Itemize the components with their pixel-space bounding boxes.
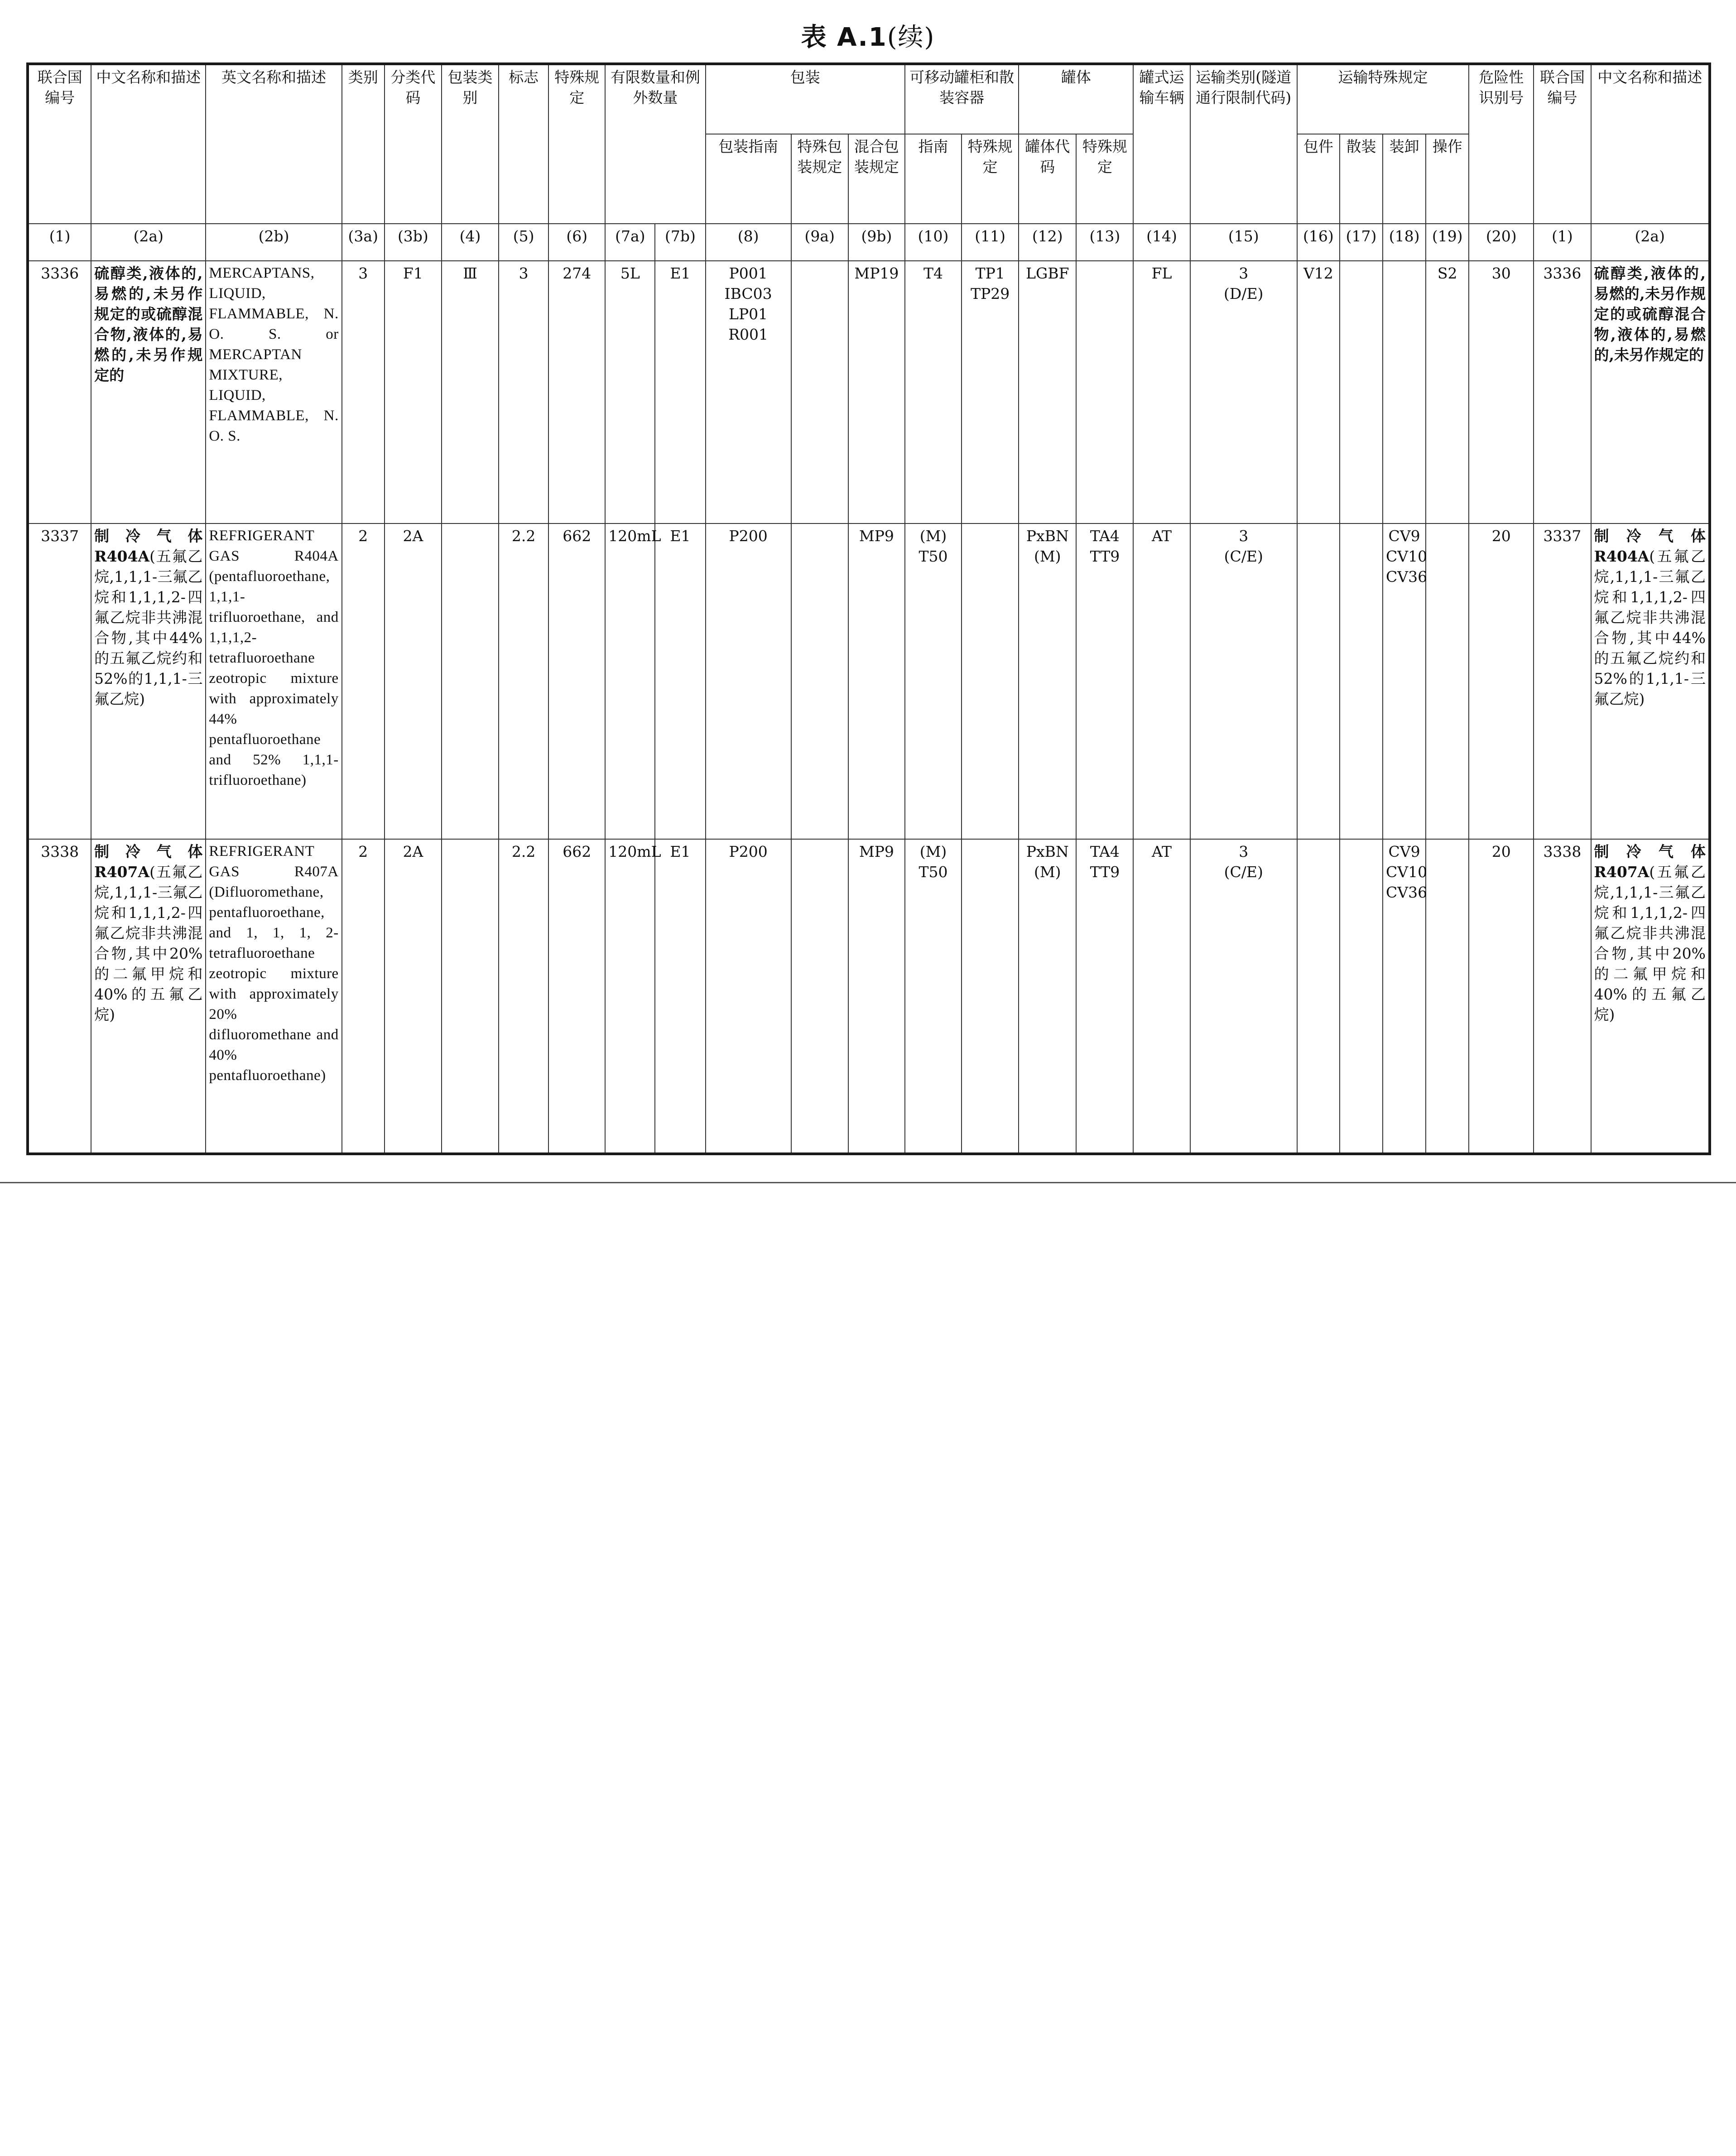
cell-chinese-name — [91, 261, 206, 523]
cell-c5: 3 — [499, 261, 548, 523]
column-index: (6) — [548, 224, 605, 261]
header-tanks: 罐体 — [1019, 64, 1133, 134]
column-index-row — [28, 224, 1710, 261]
cell-c16 — [1297, 523, 1340, 840]
name-description-part: (五氟乙烷,1,1,1-三氟乙烷和1,1,1,2-四氟乙烷非共沸混合物,其中20%的二氟甲烷和40%的五氟乙烷) — [1594, 863, 1706, 1024]
header-un-number-right: 联合国编号 — [1534, 64, 1591, 224]
column-index: (19) — [1426, 224, 1469, 261]
header-tank-vehicle: 罐式运输车辆 — [1133, 64, 1190, 224]
cell-c3a: 3 — [342, 261, 385, 523]
header-packing-group: 包装类别 — [442, 64, 499, 224]
cell-c12: PxBN (M) — [1019, 523, 1076, 840]
cell-c17 — [1340, 261, 1383, 523]
cell-c3a: 2 — [342, 523, 385, 840]
cell-en: REFRIGERANT GAS R407A (Difluoromethane, pentafluoroethane, and 1, 1, 1, 2-tetrafluoroethane zeotropic mixture with approximately 20% difluoromethane and 40% pentafluoroethane) — [206, 839, 341, 1154]
cell-c7b: E1 — [655, 261, 705, 523]
column-index: (2b) — [206, 224, 341, 261]
cell-c9b: MP9 — [848, 523, 905, 840]
header-chinese-name-right: 中文名称和描述 — [1591, 64, 1710, 224]
header-special-packing: 特殊包装规定 — [791, 134, 848, 224]
name-description-part: (五氟乙烷,1,1,1-三氟乙烷和1,1,1,2-四氟乙烷非共沸混合物,其中20%的二氟甲烷和40%的五氟乙烷) — [94, 863, 203, 1024]
cell-c19: S2 — [1426, 261, 1469, 523]
column-index: (17) — [1340, 224, 1383, 261]
cell-c6: 662 — [548, 523, 605, 840]
column-index: (15) — [1190, 224, 1297, 261]
cell-c8: P200 — [706, 839, 791, 1154]
name-bold-part: 制冷气体 R404A — [1594, 527, 1706, 565]
column-index: (18) — [1383, 224, 1426, 261]
cell-c13 — [1076, 261, 1133, 523]
column-index: (8) — [706, 224, 791, 261]
cell-c7a: 120mL — [605, 839, 655, 1154]
column-index: (12) — [1019, 224, 1076, 261]
cell-c11: TP1 TP29 — [962, 261, 1019, 523]
header-loading: 装卸 — [1383, 134, 1426, 224]
column-index: (10) — [905, 224, 962, 261]
header-portable-tanks: 可移动罐柜和散装容器 — [905, 64, 1019, 134]
column-index: (9b) — [848, 224, 905, 261]
column-index: (1) — [28, 224, 91, 261]
header-tank-code: 罐体代码 — [1019, 134, 1076, 224]
cell-c12: PxBN (M) — [1019, 839, 1076, 1154]
cell-c14: FL — [1133, 261, 1190, 523]
header-operation: 操作 — [1426, 134, 1469, 224]
cell-en: MERCAPTANS, LIQUID, FLAMMABLE, N. O. S. or MERCAPTAN MIXTURE, LIQUID, FLAMMABLE, N. O. S. — [206, 261, 341, 523]
cell-c3b: 2A — [385, 523, 442, 840]
cell-c15: 3 (C/E) — [1190, 839, 1297, 1154]
cell-c14: AT — [1133, 523, 1190, 840]
cell-c16 — [1297, 839, 1340, 1154]
cell-un_r: 3337 — [1534, 523, 1591, 840]
cell-chinese-name — [91, 839, 206, 1154]
column-index: (9a) — [791, 224, 848, 261]
caption-continued: (续) — [887, 23, 935, 52]
cell-c17 — [1340, 839, 1383, 1154]
table-body — [28, 261, 1710, 1154]
cell-c20: 20 — [1469, 839, 1534, 1154]
column-index: (20) — [1469, 224, 1534, 261]
cell-c9a — [791, 839, 848, 1154]
cell-chinese-name-right — [1591, 261, 1710, 523]
column-index: (7b) — [655, 224, 705, 261]
cell-c9b: MP19 — [848, 261, 905, 523]
header-limited-quantities: 有限数量和例外数量 — [605, 64, 705, 224]
cell-c11 — [962, 839, 1019, 1154]
cell-c15: 3 (C/E) — [1190, 523, 1297, 840]
cell-c8: P001 IBC03 LP01 R001 — [706, 261, 791, 523]
cell-c3b: 2A — [385, 839, 442, 1154]
cell-c20: 30 — [1469, 261, 1534, 523]
cell-c5: 2.2 — [499, 839, 548, 1154]
header-classification-code: 分类代码 — [385, 64, 442, 224]
cell-un: 3336 — [28, 261, 91, 523]
cell-c3b: F1 — [385, 261, 442, 523]
cell-c19 — [1426, 839, 1469, 1154]
cell-un_r: 3338 — [1534, 839, 1591, 1154]
cell-c6: 274 — [548, 261, 605, 523]
cell-c7a: 120mL — [605, 523, 655, 840]
column-index: (11) — [962, 224, 1019, 261]
header-labels: 标志 — [499, 64, 548, 224]
cell-c7b: E1 — [655, 523, 705, 840]
cell-c14: AT — [1133, 839, 1190, 1154]
name-description-part: (五氟乙烷,1,1,1-三氟乙烷和1,1,1,2-四氟乙烷非共沸混合物,其中44%的五氟乙烷约和52%的1,1,1-三氟乙烷) — [1594, 547, 1706, 708]
cell-c7b: E1 — [655, 839, 705, 1154]
cell-en: REFRIGERANT GAS R404A (pentafluoroethane, 1,1,1-trifluoroethane, and 1,1,1,2-tetrafluoroethane zeotropic mixture with approximately 44% pentafluoroethane and 52% 1,1,1-trifluoroethane) — [206, 523, 341, 840]
cell-c10: (M) T50 — [905, 839, 962, 1154]
header-chinese-name: 中文名称和描述 — [91, 64, 206, 224]
cell-c10: T4 — [905, 261, 962, 523]
cell-c3a: 2 — [342, 839, 385, 1154]
cell-c19 — [1426, 523, 1469, 840]
name-bold-part: 硫醇类,液体的,易燃的,未另作规定的或硫醇混合物,液体的,易燃的,未另作规定的 — [94, 264, 203, 384]
cell-c15: 3 (D/E) — [1190, 261, 1297, 523]
header-special-provisions-carriage: 运输特殊规定 — [1297, 64, 1469, 134]
name-bold-part: 制冷气体 R407A — [94, 843, 203, 881]
header-transport-category: 运输类别(隧道通行限制代码) — [1190, 64, 1297, 224]
cell-c13: TA4 TT9 — [1076, 839, 1133, 1154]
header-un-number: 联合国编号 — [28, 64, 91, 224]
header-hazard-id: 危险性识别号 — [1469, 64, 1534, 224]
cell-c18: CV9 CV10 CV36 — [1383, 839, 1426, 1154]
header-packaging-group: 包装 — [706, 64, 905, 134]
column-index: (2a) — [1591, 224, 1710, 261]
column-index: (5) — [499, 224, 548, 261]
cell-c9a — [791, 261, 848, 523]
header-packages: 包件 — [1297, 134, 1340, 224]
cell-c6: 662 — [548, 839, 605, 1154]
column-index: (16) — [1297, 224, 1340, 261]
cell-c18: CV9 CV10 CV36 — [1383, 523, 1426, 840]
column-index: (14) — [1133, 224, 1190, 261]
table-row — [28, 523, 1710, 840]
name-bold-part: 制冷气体 R404A — [94, 527, 203, 565]
header-english-name: 英文名称和描述 — [206, 64, 341, 224]
cell-c4: Ⅲ — [442, 261, 499, 523]
header-mixed-packing: 混合包装规定 — [848, 134, 905, 224]
cell-c10: (M) T50 — [905, 523, 962, 840]
column-index: (1) — [1534, 224, 1591, 261]
cell-c11 — [962, 523, 1019, 840]
cell-c7a: 5L — [605, 261, 655, 523]
cell-chinese-name — [91, 523, 206, 840]
header-tank-special-provisions: 特殊规定 — [1076, 134, 1133, 224]
cell-un_r: 3336 — [1534, 261, 1591, 523]
name-description-part: (五氟乙烷,1,1,1-三氟乙烷和1,1,1,2-四氟乙烷非共沸混合物,其中44%的五氟乙烷约和52%的1,1,1-三氟乙烷) — [94, 547, 203, 708]
cell-c16: V12 — [1297, 261, 1340, 523]
header-packing-instructions: 包装指南 — [706, 134, 791, 224]
page-divider — [0, 1182, 1736, 1183]
cell-un: 3337 — [28, 523, 91, 840]
cell-c13: TA4 TT9 — [1076, 523, 1133, 840]
cell-c4 — [442, 839, 499, 1154]
header-tank-instructions: 指南 — [905, 134, 962, 224]
column-index: (2a) — [91, 224, 206, 261]
dangerous-goods-table — [26, 62, 1711, 1155]
header-class: 类别 — [342, 64, 385, 224]
cell-c18 — [1383, 261, 1426, 523]
cell-c5: 2.2 — [499, 523, 548, 840]
column-index: (13) — [1076, 224, 1133, 261]
cell-c20: 20 — [1469, 523, 1534, 840]
column-index: (3a) — [342, 224, 385, 261]
table-row — [28, 261, 1710, 523]
name-bold-part: 硫醇类,液体的,易燃的,未另作规定的或硫醇混合物,液体的,易燃的,未另作规定的 — [1594, 264, 1706, 364]
caption-title: 表 A.1 — [801, 23, 887, 52]
cell-c17 — [1340, 523, 1383, 840]
cell-c9a — [791, 523, 848, 840]
header-tank-special: 特殊规定 — [962, 134, 1019, 224]
table-row — [28, 839, 1710, 1154]
cell-c9b: MP9 — [848, 839, 905, 1154]
column-index: (3b) — [385, 224, 442, 261]
cell-c4 — [442, 523, 499, 840]
cell-chinese-name-right — [1591, 839, 1710, 1154]
header-special-provisions: 特殊规定 — [548, 64, 605, 224]
cell-c8: P200 — [706, 523, 791, 840]
name-bold-part: 制冷气体 R407A — [1594, 843, 1706, 881]
column-index: (4) — [442, 224, 499, 261]
cell-chinese-name-right — [1591, 523, 1710, 840]
column-index: (7a) — [605, 224, 655, 261]
table-caption — [0, 17, 1736, 53]
cell-c12: LGBF — [1019, 261, 1076, 523]
header-bulk: 散装 — [1340, 134, 1383, 224]
cell-un: 3338 — [28, 839, 91, 1154]
